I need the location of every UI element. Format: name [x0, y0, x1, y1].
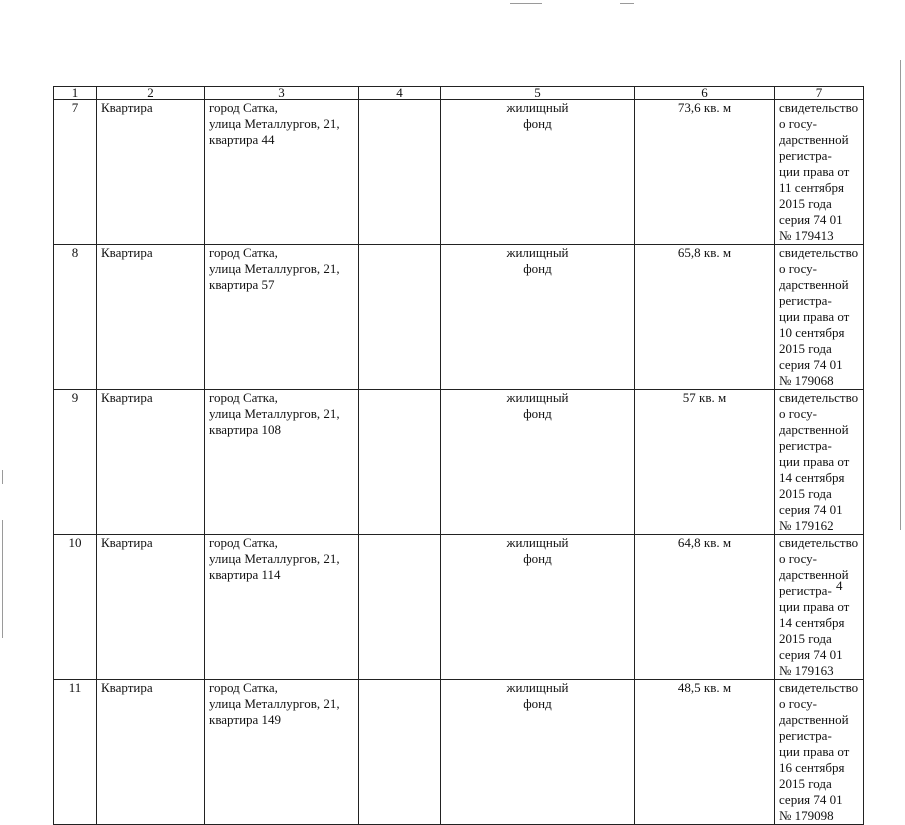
object-type: Квартира: [97, 245, 205, 390]
object-address: город Сатка, улица Металлургов, 21, квартира 44: [205, 100, 359, 245]
object-address: город Сатка, улица Металлургов, 21, квартира 114: [205, 535, 359, 680]
empty-cell: [359, 535, 441, 680]
column-header-3: 3: [205, 87, 359, 100]
empty-cell: [359, 100, 441, 245]
object-address: город Сатка, улица Металлургов, 21, квартира 108: [205, 390, 359, 535]
scan-artifact-right-edge: [900, 60, 901, 530]
column-header-4: 4: [359, 87, 441, 100]
registration-certificate: свидетельство о госу- дарственной регистра- ции права от 10 сентября 2015 года серия 74 01 № 179068: [775, 245, 864, 390]
column-header-2: 2: [97, 87, 205, 100]
empty-cell: [359, 680, 441, 825]
table-row: [54, 100, 864, 245]
row-number: 7: [54, 100, 97, 245]
object-type: Квартира: [97, 100, 205, 245]
empty-cell: [359, 390, 441, 535]
column-header-6: 6: [635, 87, 775, 100]
registration-certificate: свидетельство о госу- дарственной регистра- ции права от 14 сентября 2015 года серия 74 01 № 179162: [775, 390, 864, 535]
table-row: [54, 535, 864, 680]
object-area: 65,8 кв. м: [635, 245, 775, 390]
property-registry-table: [53, 86, 864, 825]
object-category: жилищный фонд: [441, 390, 635, 535]
column-header-5: 5: [441, 87, 635, 100]
registration-certificate: свидетельство о госу- дарственной регистра- ции права от 16 сентября 2015 года серия 74 01 № 179098: [775, 680, 864, 825]
object-category: жилищный фонд: [441, 680, 635, 825]
object-address: город Сатка, улица Металлургов, 21, квартира 149: [205, 680, 359, 825]
table-row: [54, 245, 864, 390]
scan-artifact-left-edge-2: [2, 470, 3, 484]
object-area: 57 кв. м: [635, 390, 775, 535]
object-category: жилищный фонд: [441, 245, 635, 390]
row-number: 8: [54, 245, 97, 390]
object-category: жилищный фонд: [441, 100, 635, 245]
scan-artifact-top: [510, 3, 542, 4]
scan-artifact-left-edge: [2, 520, 3, 638]
registration-certificate: свидетельство о госу- дарственной регистра- ции права от 11 сентября 2015 года серия 74 01 № 179413: [775, 100, 864, 245]
object-category: жилищный фонд: [441, 535, 635, 680]
column-header-7: 7: [775, 87, 864, 100]
row-number: 11: [54, 680, 97, 825]
object-type: Квартира: [97, 390, 205, 535]
table-row: [54, 390, 864, 535]
empty-cell: [359, 245, 441, 390]
column-header-1: 1: [54, 87, 97, 100]
object-address: город Сатка, улица Металлургов, 21, квартира 57: [205, 245, 359, 390]
object-type: Квартира: [97, 535, 205, 680]
registration-certificate: свидетельство о госу- дарственной регистра- ции права от 14 сентября 2015 года серия 74 01 № 179163: [775, 535, 864, 680]
row-number: 10: [54, 535, 97, 680]
column-number-row: [54, 87, 864, 100]
object-area: 64,8 кв. м: [635, 535, 775, 680]
object-type: Квартира: [97, 680, 205, 825]
page-number: 4: [836, 578, 843, 593]
object-area: 48,5 кв. м: [635, 680, 775, 825]
object-area: 73,6 кв. м: [635, 100, 775, 245]
row-number: 9: [54, 390, 97, 535]
table-row: [54, 680, 864, 825]
scan-artifact-top-2: [620, 3, 634, 4]
